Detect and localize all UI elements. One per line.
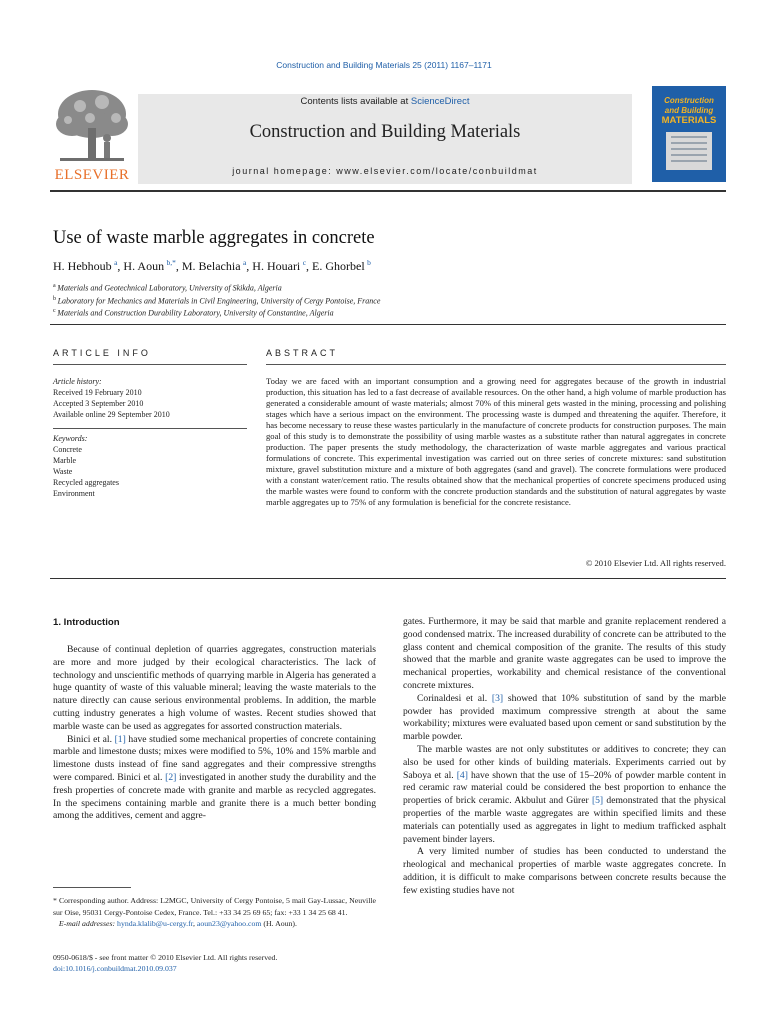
abstract-copyright: © 2010 Elsevier Ltd. All rights reserved. bbox=[585, 558, 726, 568]
author-affil-link[interactable]: b bbox=[367, 258, 371, 267]
keyword: Concrete bbox=[53, 445, 82, 454]
cover-image bbox=[666, 132, 712, 170]
affiliation: $^a$ Materials and Geotechnical Laboratory, University of Skikda, Algeria bbox=[53, 283, 282, 293]
email-link[interactable]: aoun23@yahoo.com bbox=[196, 919, 262, 928]
author-affil-link[interactable]: a bbox=[114, 258, 118, 267]
citation-link[interactable]: [1] bbox=[114, 733, 126, 745]
corresponding-author-footnote: * Corresponding author. Address: L2MGC, University of Cergy Pontoise, 5 mail Gay-Lussac, Neuville sur Oise, 95031 Cergy-Pontoise Cedex, France. Tel.: +33 34 25 69 65; fax: +33 1 34 25 68 41. E-mail addresses: hynda.klalib@u-cergy.fr, aoun23@yahoo.com (H. Aoun). bbox=[53, 896, 376, 928]
email-link[interactable]: hynda.klalib@u-cergy.fr bbox=[117, 919, 193, 928]
journal-name: Construction and Building Materials bbox=[249, 122, 521, 142]
abstract-bottom-divider bbox=[50, 578, 726, 579]
paragraph: Corinaldesi et al. [3] showed that 10% substitution of sand by the marble powder has provided maximum compressive strength at about the same workability; mixtures were evaluated based upon cement or sand substitution by the marble powder. bbox=[403, 692, 726, 743]
doi-link[interactable]: doi:10.1016/j.conbuildmat.2010.09.037 bbox=[53, 964, 177, 973]
author-list: H. Hebhoub $^a$, H. Aoun $^{b,*}$, M. Belachia $^a$, H. Houari $^c$, E. Ghorbel $^b$ bbox=[53, 258, 371, 273]
tree-icon bbox=[50, 84, 134, 166]
header-divider bbox=[50, 190, 726, 192]
author-affil-link[interactable]: b,* bbox=[166, 258, 176, 267]
keyword: Environment bbox=[53, 489, 95, 498]
citation-link[interactable]: [2] bbox=[165, 771, 177, 783]
citation-link[interactable]: [5] bbox=[591, 795, 604, 807]
keywords: Keywords: Concrete Marble Waste Recycled aggregates Environment bbox=[53, 433, 247, 499]
article-history: Article history: Received 19 February 2010 Accepted 3 September 2010 Available online 29 September 2010 bbox=[53, 377, 170, 419]
keyword: Waste bbox=[53, 467, 73, 476]
article-title: Use of waste marble aggregates in concrete bbox=[53, 228, 375, 248]
journal-homepage[interactable]: journal homepage: www.elsevier.com/locate/conbuildmat bbox=[232, 166, 538, 176]
section-heading-introduction: 1. Introduction bbox=[53, 617, 120, 628]
publisher-name: ELSEVIER bbox=[54, 167, 130, 183]
author-affil-link[interactable]: c bbox=[302, 258, 307, 267]
journal-masthead bbox=[138, 94, 632, 184]
article-info-heading: ARTICLE INFO bbox=[53, 348, 151, 358]
elsevier-logo[interactable] bbox=[50, 84, 134, 184]
abstract-text: Today we are faced with an important consumption and a growing need for aggregates because of the growth in industrial production, this situation has led to a fast decrease of available resources. On the other hand, a high volume of marble production has generated a considerable amount of waste materials; almost 70% of this mineral gets wasted in the mining, processing and polishing stages which have a serious impact on the environment. The processing waste is dumped and threatening the aquifer. Therefore, it has become necessary to reuse these wastes particularly in the manufacture of concrete products for construction purposes. The main goal of this study is to demonstrate the possibility of using marble wastes as a substitute rather than natural aggregates in concrete production. The paper presents the study methodology, the characterization of waste marble aggregates and various practical formulations of concrete. This experimental investigation was carried out on three series of concrete mixtures: sand substitution mixture, gravel substitution mixture and a mixture of both aggregates (sand and gravel). The concrete formulations were produced with a constant water/cement ratio. The results obtained show that the mechanical properties of concrete specimens produced using the marble wastes were found to conform with the concrete production standards and the substitution of natural aggregates by waste marble aggregates up to 75% of any formulation is beneficial for the concrete resistance. bbox=[266, 376, 726, 507]
sciencedirect-link[interactable]: ScienceDirect bbox=[410, 96, 470, 107]
body-column-right bbox=[403, 616, 726, 898]
author-affil-link[interactable]: a bbox=[242, 258, 247, 267]
affiliations bbox=[53, 281, 380, 319]
issn-line: 0950-0618/$ - see front matter © 2010 Elsevier Ltd. All rights reserved. bbox=[53, 953, 278, 962]
page-footer bbox=[53, 952, 277, 974]
affiliation: $^b$ Laboratory for Mechanics and Materials in Civil Engineering, University of Cergy Pontoise, France bbox=[53, 295, 381, 306]
affiliation-divider bbox=[50, 324, 726, 325]
abstract-heading: ABSTRACT bbox=[266, 348, 339, 358]
paragraph: A very limited number of studies has been conducted to understand the rheological and mechanical properties of marble waste aggregates concrete. In addition, it is difficult to make comparisons between concrete results because the few existing studies have not bbox=[403, 846, 726, 896]
journal-cover-thumbnail[interactable] bbox=[652, 86, 726, 182]
journal-citation[interactable]: Construction and Building Materials 25 (2011) 1167–1171 bbox=[276, 60, 492, 70]
citation-link[interactable]: [4] bbox=[456, 769, 468, 781]
paragraph: The marble wastes are not only substitutes or additives to concrete; they can also be used for other kinds of building materials. Experiments carried out by Saboya et al. [4] have shown that the use of 15–20% of powder marble content in red ceramic raw material could be considered the best proportion to enhance the properties of brick ceramic. Akbulut and Gürer [5] demonstrated that the physical properties of the marble waste aggregates are within specified limits and these materials can potentially used as aggregates in light to medium trafficked asphalt pavement binder layers. bbox=[403, 743, 727, 845]
footnote-divider bbox=[53, 887, 131, 888]
citation-link[interactable]: [3] bbox=[491, 692, 504, 704]
cover-title: Construction and Building MATERIALS bbox=[661, 96, 717, 126]
affiliation: $^c$ Materials and Construction Durability Laboratory, University of Constantine, Algeria bbox=[53, 308, 334, 318]
keyword: Marble bbox=[53, 456, 77, 465]
keyword: Recycled aggregates bbox=[53, 478, 119, 487]
body-column-left bbox=[53, 644, 376, 823]
keywords-divider bbox=[53, 428, 247, 429]
paragraph: Binici et al. [1] have studied some mechanical properties of concrete containing marble and limestone dusts; mixes were modified to 5%, 10% and 15% marble and limestone dusts instead of fine sand aggregates and their compressive strengths were compared. Binici et al. [2] investigated in another study the durability and the fresh properties of concrete made with granite and marble as recycled aggregates. In the specimens containing marble and granite there is a much better bonding among the additives, cement and aggre- bbox=[53, 733, 376, 822]
paragraph: Because of continual depletion of quarries aggregates, construction materials are more and more judged by their ecological characteristics. The lack of technology and unscientific methods of quarrying marble in Algeria has generated a huge quantity of waste of this valuable mineral; leaving the waste materials to the nature directly can cause serious environmental problems. In addition, the marble cutting industry generates a high volume of wastes. Recent studies showed that marble waste can be used as aggregates for assorted construction materials. bbox=[53, 644, 376, 732]
paragraph: gates. Furthermore, it may be said that marble and granite replacement rendered a good condensed matrix. The increased durability of concrete can be attributed to the glass content and chemical composition of the granite. The results of this study showed that the marble and granite waste aggregates can be used to improve the mechanical properties, workability and chemical resistance of the conventional concrete mixtures. bbox=[403, 616, 726, 691]
contents-line: Contents lists available at ScienceDirect bbox=[300, 96, 470, 107]
info-divider bbox=[53, 364, 247, 365]
abstract-divider bbox=[266, 364, 726, 365]
